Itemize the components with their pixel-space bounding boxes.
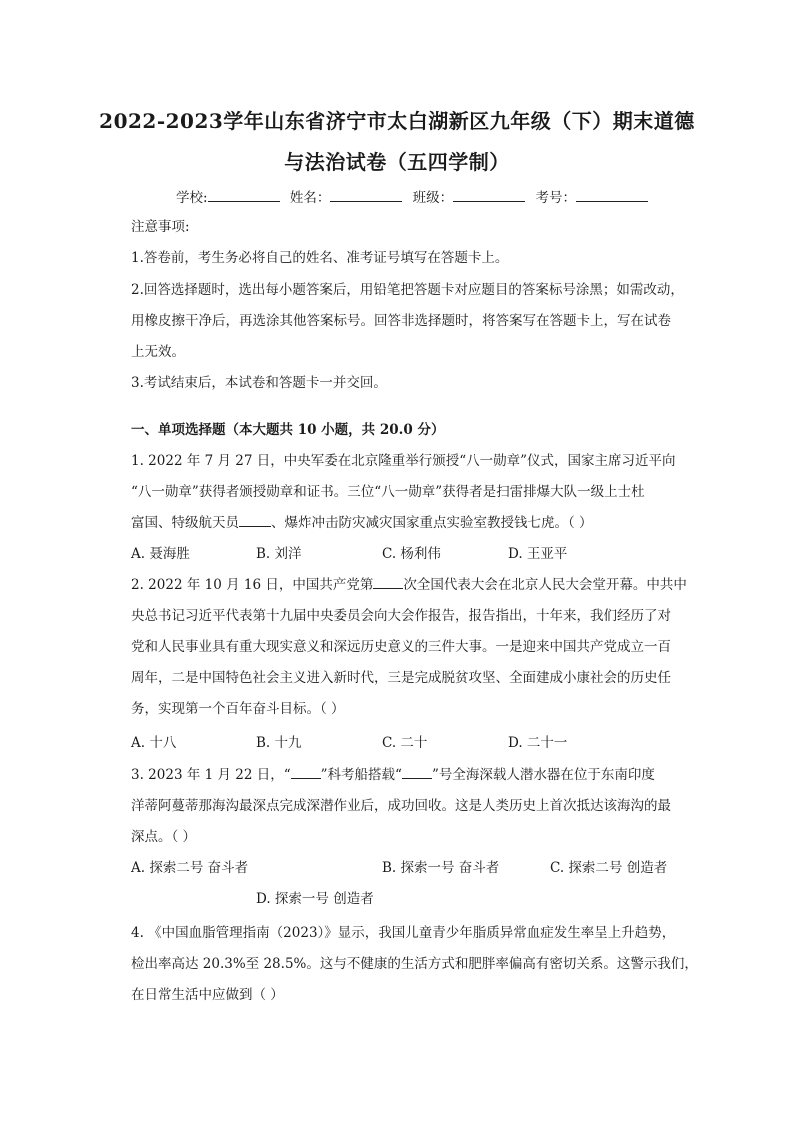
q4-line: 在日常生活中应做到（ ） <box>131 987 284 1003</box>
q3-line: 洋蒂阿蔓蒂那海沟最深点完成深潜作业后，成功回收。这是人类历史上首次抵达该海沟的最 <box>131 798 671 814</box>
notes-heading: 注意事项: <box>131 219 190 235</box>
q1-option-d[interactable]: D. 王亚平 <box>508 546 568 562</box>
exam-title-line1: 2022-2023学年山东省济宁市太白湖新区九年级（下）期末道德 <box>99 109 695 133</box>
note-item: 上无效。 <box>131 344 185 360</box>
q1-line <box>131 513 671 533</box>
school-label: 学校: <box>176 190 208 206</box>
q1-line: “八一勋章”获得者颁授勋章和证书。三位“八一勋章”获得者是扫雷排爆大队一级上士杜 <box>131 484 645 500</box>
q2-text: 次全国代表大会在北京人民大会堂开幕。中共中 <box>403 577 687 593</box>
q2-option-c[interactable]: C. 二十 <box>382 735 428 751</box>
q3-option-a[interactable]: A. 探索二号 奋斗者 <box>131 860 249 876</box>
q1-line: 1. 2022 年 7 月 27 日，中央军委在北京隆重举行颁授“八一勋章”仪式，国家主席习近平向 <box>131 453 676 469</box>
q2-text: 2. 2022 年 10 月 16 日，中国共产党第 <box>131 577 374 593</box>
class-blank[interactable] <box>453 188 525 202</box>
note-item: 3.考试结束后，本试卷和答题卡一并交回。 <box>131 375 387 391</box>
student-info-row <box>176 186 656 206</box>
q1-option-b[interactable]: B. 刘洋 <box>256 546 302 562</box>
note-item: 用橡皮擦干净后，再选涂其他答案标号。回答非选择题时，将答案写在答题卡上，写在试卷 <box>131 313 671 329</box>
q3-text: ”号全海深载人潜水器在位于东南印度 <box>431 767 655 783</box>
section-heading: 一、单项选择题（本大题共 10 小题，共 20.0 分） <box>131 422 445 438</box>
q2-line: 央总书记习近平代表第十九届中央委员会向大会作报告，报告指出，十年来，我们经历了对 <box>131 608 671 624</box>
note-item: 1.答卷前，考生务必将自己的姓名、准考证号填写在答题卡上。 <box>131 250 509 266</box>
q1-fill-blank <box>239 514 271 527</box>
q2-line <box>131 575 687 595</box>
name-label: 姓名： <box>289 190 331 206</box>
q1-text: 、爆炸冲击防灾减灾国家重点实验室教授钱七虎。（ ） <box>271 515 593 531</box>
class-label: 班级： <box>412 190 454 206</box>
exam-number-blank[interactable] <box>576 188 648 202</box>
q2-option-d[interactable]: D. 二十一 <box>508 735 568 751</box>
exam-title-line2: 与法治试卷（五四学制） <box>284 150 510 174</box>
q3-fill-blank-1 <box>291 766 321 779</box>
q4-line: 检出率高达 20.3%至 28.5%。这与不健康的生活方式和肥胖率偏高有密切关系。这警示我们， <box>131 956 698 972</box>
exam-number-label: 考号： <box>535 190 576 206</box>
q2-line: 党和人民事业具有重大现实意义和深远历史意义的三件大事。一是迎来中国共产党成立一百 <box>131 639 671 655</box>
q1-text: 富国、特级航天员 <box>131 515 239 531</box>
q3-line: 深点。（ ） <box>131 829 197 845</box>
q2-fill-blank <box>373 576 403 589</box>
q3-text: 3. 2023 年 1 月 22 日，“ <box>131 767 291 783</box>
q3-option-c[interactable]: C. 探索二号 创造者 <box>550 860 668 876</box>
q2-option-b[interactable]: B. 十九 <box>256 735 302 751</box>
q2-line: 周年，二是中国特色社会主义进入新时代，三是完成脱贫攻坚、全面建成小康社会的历史任 <box>131 670 671 686</box>
q3-line <box>131 765 671 785</box>
note-item: 2.回答选择题时，选出每小题答案后，用铅笔把答题卡对应题目的答案标号涂黑；如需改动， <box>131 282 684 298</box>
q3-fill-blank-2 <box>402 766 432 779</box>
name-blank[interactable] <box>330 188 402 202</box>
school-blank[interactable] <box>208 188 280 202</box>
q1-option-c[interactable]: C. 杨利伟 <box>382 546 441 562</box>
q2-option-a[interactable]: A. 十八 <box>131 735 177 751</box>
q1-option-a[interactable]: A. 聂海胜 <box>131 546 190 562</box>
q3-text: ”科考船搭载“ <box>320 767 402 783</box>
q3-option-d[interactable]: D. 探索一号 创造者 <box>256 891 374 907</box>
q2-line: 务，实现第一个百年奋斗目标。（ ） <box>131 701 345 717</box>
q4-line: 4. 《中国血脂管理指南（2023）》显示，我国儿童青少年脂质异常血症发生率呈上升趋势， <box>131 925 676 941</box>
q3-option-b[interactable]: B. 探索一号 奋斗者 <box>382 860 500 876</box>
